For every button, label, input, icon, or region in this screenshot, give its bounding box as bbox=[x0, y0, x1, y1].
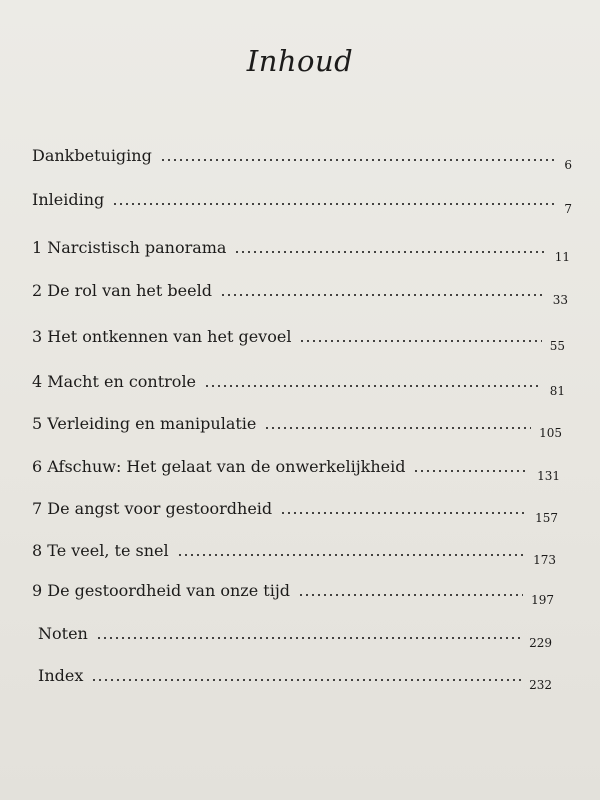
toc-entry bbox=[32, 579, 554, 607]
toc-entry bbox=[32, 144, 572, 172]
toc-entry bbox=[32, 188, 572, 216]
toc-entry bbox=[32, 539, 556, 567]
toc-entry bbox=[32, 412, 562, 440]
page-title: Inhoud bbox=[246, 44, 354, 78]
toc-entry bbox=[32, 455, 560, 483]
dot-leader bbox=[264, 427, 531, 429]
toc-entry-label: 3 Het ontkennen van het gevoel bbox=[32, 327, 292, 346]
toc-entry-page: 105 bbox=[539, 426, 562, 440]
dot-leader bbox=[91, 679, 521, 681]
toc-entry bbox=[32, 325, 565, 353]
dot-leader bbox=[298, 594, 523, 596]
toc-entry bbox=[32, 279, 568, 307]
toc-entry-label: 4 Macht en controle bbox=[32, 372, 197, 391]
dot-leader bbox=[413, 470, 529, 472]
dot-leader bbox=[299, 340, 541, 342]
toc-entry bbox=[38, 664, 552, 692]
toc-entry bbox=[32, 370, 565, 398]
dot-leader bbox=[112, 203, 556, 205]
toc-entry-page: 229 bbox=[529, 636, 552, 650]
dot-leader bbox=[280, 512, 527, 514]
toc-entry-page: 232 bbox=[529, 678, 552, 692]
toc-entry-page: 7 bbox=[564, 202, 572, 216]
dot-leader bbox=[220, 294, 545, 296]
toc-entry bbox=[38, 622, 552, 650]
toc-entry-page: 157 bbox=[535, 511, 558, 525]
dot-leader bbox=[234, 251, 546, 253]
toc-entry-label: Inleiding bbox=[32, 190, 105, 209]
toc-entry-label: 1 Narcistisch panorama bbox=[32, 238, 227, 257]
dot-leader bbox=[204, 385, 542, 387]
dot-leader bbox=[96, 637, 521, 639]
toc-entry-label: 8 Te veel, te snel bbox=[32, 541, 169, 560]
toc-entry-label: 7 De angst voor gestoordheid bbox=[32, 499, 273, 518]
toc-entry bbox=[32, 236, 570, 264]
toc-entry-label: Index bbox=[38, 666, 84, 685]
toc-entry-page: 131 bbox=[537, 469, 560, 483]
toc-entry-label: 6 Afschuw: Het gelaat van de onwerkelijkheid bbox=[32, 457, 406, 476]
toc-entry-page: 11 bbox=[554, 250, 570, 264]
toc-entry-page: 55 bbox=[549, 339, 565, 353]
dot-leader bbox=[177, 554, 525, 556]
toc-entry-label: 2 De rol van het beeld bbox=[32, 281, 212, 300]
toc-entry-page: 6 bbox=[564, 158, 572, 172]
dot-leader bbox=[160, 159, 557, 161]
toc-entry-label: Noten bbox=[38, 624, 88, 643]
toc-entry-page: 197 bbox=[531, 593, 554, 607]
toc-entry-label: Dankbetuiging bbox=[32, 146, 152, 165]
toc-entry-label: 9 De gestoordheid van onze tijd bbox=[32, 581, 291, 600]
toc-entry-label: 5 Verleiding en manipulatie bbox=[32, 414, 257, 433]
toc-entry-page: 81 bbox=[549, 384, 565, 398]
toc-entry-page: 33 bbox=[552, 293, 568, 307]
toc-entry bbox=[32, 497, 558, 525]
toc-entry-page: 173 bbox=[533, 553, 556, 567]
